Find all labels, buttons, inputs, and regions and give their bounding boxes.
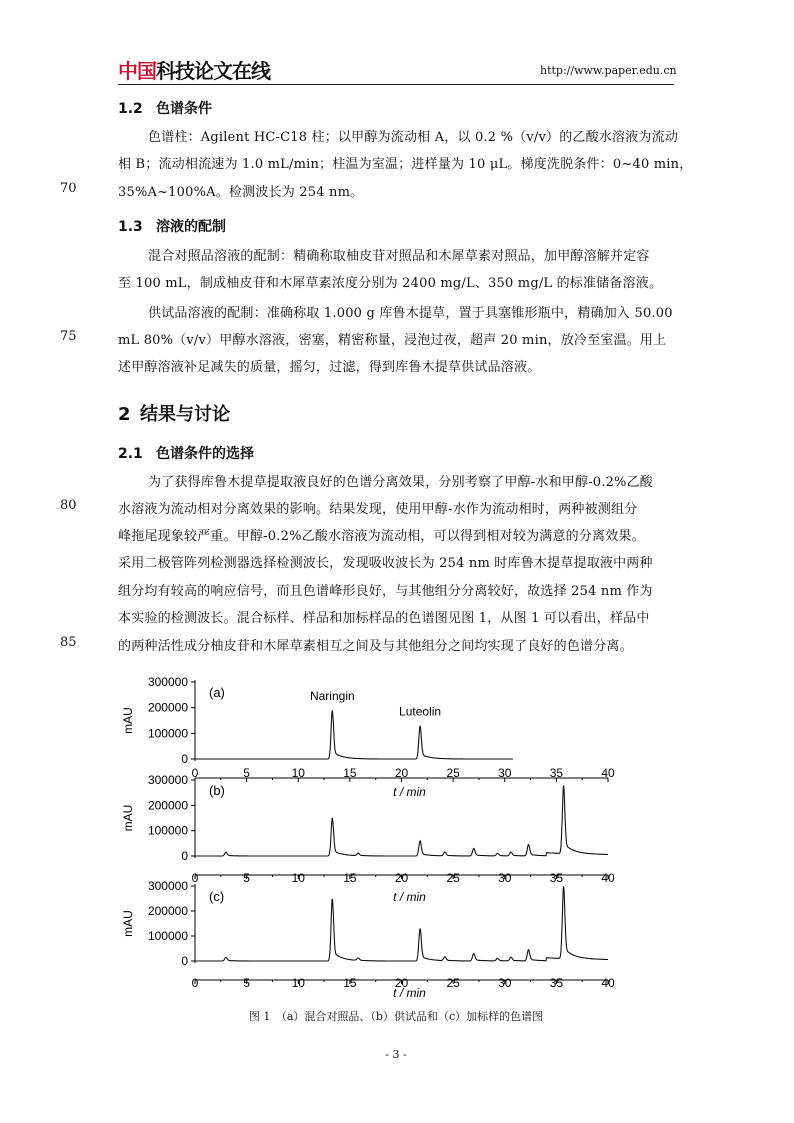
paragraph-line: 相 B；流动相流速为 1.0 mL/min；柱温为室温；进样量为 10 μL。梯度洗脱条件：0~40 min， bbox=[118, 157, 693, 172]
section-heading-2 bbox=[118, 400, 230, 426]
y-tick-label: 200000 bbox=[147, 904, 188, 918]
x-tick-label: 25 bbox=[446, 766, 460, 780]
x-tick-label: 20 bbox=[394, 871, 409, 885]
paragraph-line: mL 80%（v/v）甲醇水溶液，密塞，精密称量，浸泡过夜，超声 20 min，放冷至室温。用上 bbox=[118, 333, 667, 348]
line-number: 75 bbox=[60, 329, 77, 344]
paragraph-line: 峰拖尾现象较严重。甲醇-0.2%乙酸水溶液为流动相，可以得到相对较为满意的分离效果。 bbox=[118, 529, 645, 544]
figure-caption: 图 1 （a）混合对照品、（b）供试品和（c）加标样的色谱图 bbox=[248, 1010, 544, 1023]
paragraph-line: 水溶液为流动相对分离效果的影响。结果发现，使用甲醇-水作为流动相时，两种被测组分 bbox=[118, 502, 638, 517]
y-tick-label: 300000 bbox=[147, 675, 188, 689]
paragraph-line: 至 100 mL，制成柚皮苷和木犀草素浓度分别为 2400 mg/L、350 mg/L 的标准储备溶液。 bbox=[118, 276, 663, 291]
x-tick-label: 10 bbox=[291, 976, 305, 990]
x-tick-label: 0 bbox=[191, 976, 199, 990]
section-title: 结果与讨论 bbox=[140, 404, 230, 425]
x-axis-label: t / min bbox=[393, 986, 426, 1000]
x-tick-label: 15 bbox=[343, 766, 357, 780]
x-tick-label: 20 bbox=[394, 766, 409, 780]
paragraph-line: 色谱柱：Agilent HC-C18 柱；以甲醇为流动相 A，以 0.2 %（v/v）的乙酸水溶液为流动 bbox=[148, 130, 679, 145]
y-axis-label: mAU bbox=[121, 910, 135, 937]
chromatogram-figure bbox=[118, 672, 628, 1002]
x-tick-label: 10 bbox=[291, 871, 305, 885]
peak-annotation: Naringin bbox=[309, 689, 355, 704]
section-heading-1-3 bbox=[118, 216, 226, 236]
y-tick-label: 100000 bbox=[147, 823, 188, 838]
chromatogram-trace bbox=[195, 711, 513, 759]
x-tick-label: 15 bbox=[343, 871, 357, 885]
section-number: 2.1 bbox=[118, 446, 143, 462]
x-tick-label: 40 bbox=[601, 766, 615, 780]
x-tick-label: 0 bbox=[191, 871, 199, 885]
x-tick-label: 30 bbox=[498, 976, 512, 990]
x-tick-label: 25 bbox=[446, 871, 460, 885]
y-tick-label: 200000 bbox=[147, 798, 188, 813]
peak-annotation: Luteolin bbox=[399, 704, 442, 719]
x-tick-label: 35 bbox=[549, 766, 564, 780]
x-tick-label: 0 bbox=[191, 766, 199, 780]
x-tick-label: 30 bbox=[498, 766, 512, 780]
section-number: 2 bbox=[118, 404, 131, 425]
section-number: 1.3 bbox=[118, 219, 143, 235]
panel-label: (b) bbox=[209, 783, 225, 798]
x-axis-label: t / min bbox=[393, 890, 426, 904]
logo-black-text: 科技论文在线 bbox=[156, 58, 270, 83]
x-tick-label: 20 bbox=[394, 976, 409, 990]
paragraph-line: 的两种活性成分柚皮苷和木犀草素相互之间及与其他组分之间均实现了良好的色谱分离。 bbox=[118, 639, 633, 654]
journal-logo[interactable] bbox=[118, 58, 270, 83]
paragraph-line: 述甲醇溶液补足减失的质量，摇匀，过滤，得到库鲁木提草供试品溶液。 bbox=[118, 360, 541, 375]
y-tick-label: 100000 bbox=[147, 929, 188, 943]
x-tick-label: 30 bbox=[498, 871, 512, 885]
section-title: 色谱条件的选择 bbox=[156, 446, 254, 462]
y-tick-label: 0 bbox=[181, 954, 188, 968]
line-number: 80 bbox=[60, 498, 77, 513]
section-number: 1.2 bbox=[118, 101, 143, 117]
x-tick-label: 15 bbox=[343, 976, 357, 990]
line-number: 85 bbox=[60, 635, 77, 650]
paragraph-line: 采用二极管阵列检测器选择检测波长，发现吸收波长为 254 nm 时库鲁木提草提取液中两种 bbox=[118, 556, 653, 571]
x-tick-label: 35 bbox=[549, 976, 564, 990]
x-tick-label: 5 bbox=[243, 766, 250, 780]
x-tick-label: 35 bbox=[549, 871, 564, 885]
section-heading-1-2 bbox=[118, 98, 212, 118]
x-tick-label: 5 bbox=[243, 976, 250, 990]
header-rule bbox=[118, 84, 674, 85]
paragraph-line: 组分均有较高的响应信号，而且色谱峰形良好，与其他组分分离较好，故选择 254 nm 作为 bbox=[118, 584, 653, 599]
paragraph-line: 35%A~100%A。检测波长为 254 nm。 bbox=[118, 185, 364, 200]
section-title: 色谱条件 bbox=[156, 101, 212, 117]
panel-label: (c) bbox=[209, 889, 225, 904]
x-tick-label: 25 bbox=[446, 976, 460, 990]
y-axis-label: mAU bbox=[121, 707, 135, 734]
line-number: 70 bbox=[60, 181, 77, 196]
y-tick-label: 300000 bbox=[147, 773, 188, 787]
paragraph-line: 供试品溶液的配制：准确称取 1.000 g 库鲁木提草，置于具塞锥形瓶中，精确加入 50.00 bbox=[148, 306, 673, 321]
panel-label: (a) bbox=[209, 685, 225, 700]
x-tick-label: 40 bbox=[601, 871, 615, 885]
x-tick-label: 10 bbox=[291, 766, 305, 780]
paragraph-line: 本实验的检测波长。混合标样、样品和加标样品的色谱图见图 1，从图 1 可以看出，样品中 bbox=[118, 611, 650, 626]
header-url[interactable]: http://www.paper.edu.cn bbox=[540, 64, 677, 77]
x-tick-label: 5 bbox=[243, 871, 250, 885]
y-tick-label: 100000 bbox=[147, 726, 188, 741]
y-axis-label: mAU bbox=[121, 804, 135, 832]
paragraph-line: 混合对照品溶液的配制：精确称取柚皮苷对照品和木犀草素对照品，加甲醇溶解并定容 bbox=[148, 249, 650, 264]
x-axis-label: t / min bbox=[393, 785, 426, 799]
y-tick-label: 0 bbox=[181, 849, 188, 863]
paragraph-line: 为了获得库鲁木提草提取液良好的色谱分离效果，分别考察了甲醇-水和甲醇-0.2%乙酸 bbox=[148, 475, 654, 490]
x-tick-label: 40 bbox=[601, 976, 615, 990]
logo-red-text: 中国 bbox=[118, 58, 156, 83]
y-tick-label: 0 bbox=[181, 752, 188, 766]
y-tick-label: 200000 bbox=[147, 700, 188, 715]
section-title: 溶液的配制 bbox=[156, 219, 226, 235]
y-tick-label: 300000 bbox=[147, 879, 188, 893]
page-number: - 3 - bbox=[385, 1048, 407, 1061]
section-heading-2-1 bbox=[118, 443, 254, 463]
